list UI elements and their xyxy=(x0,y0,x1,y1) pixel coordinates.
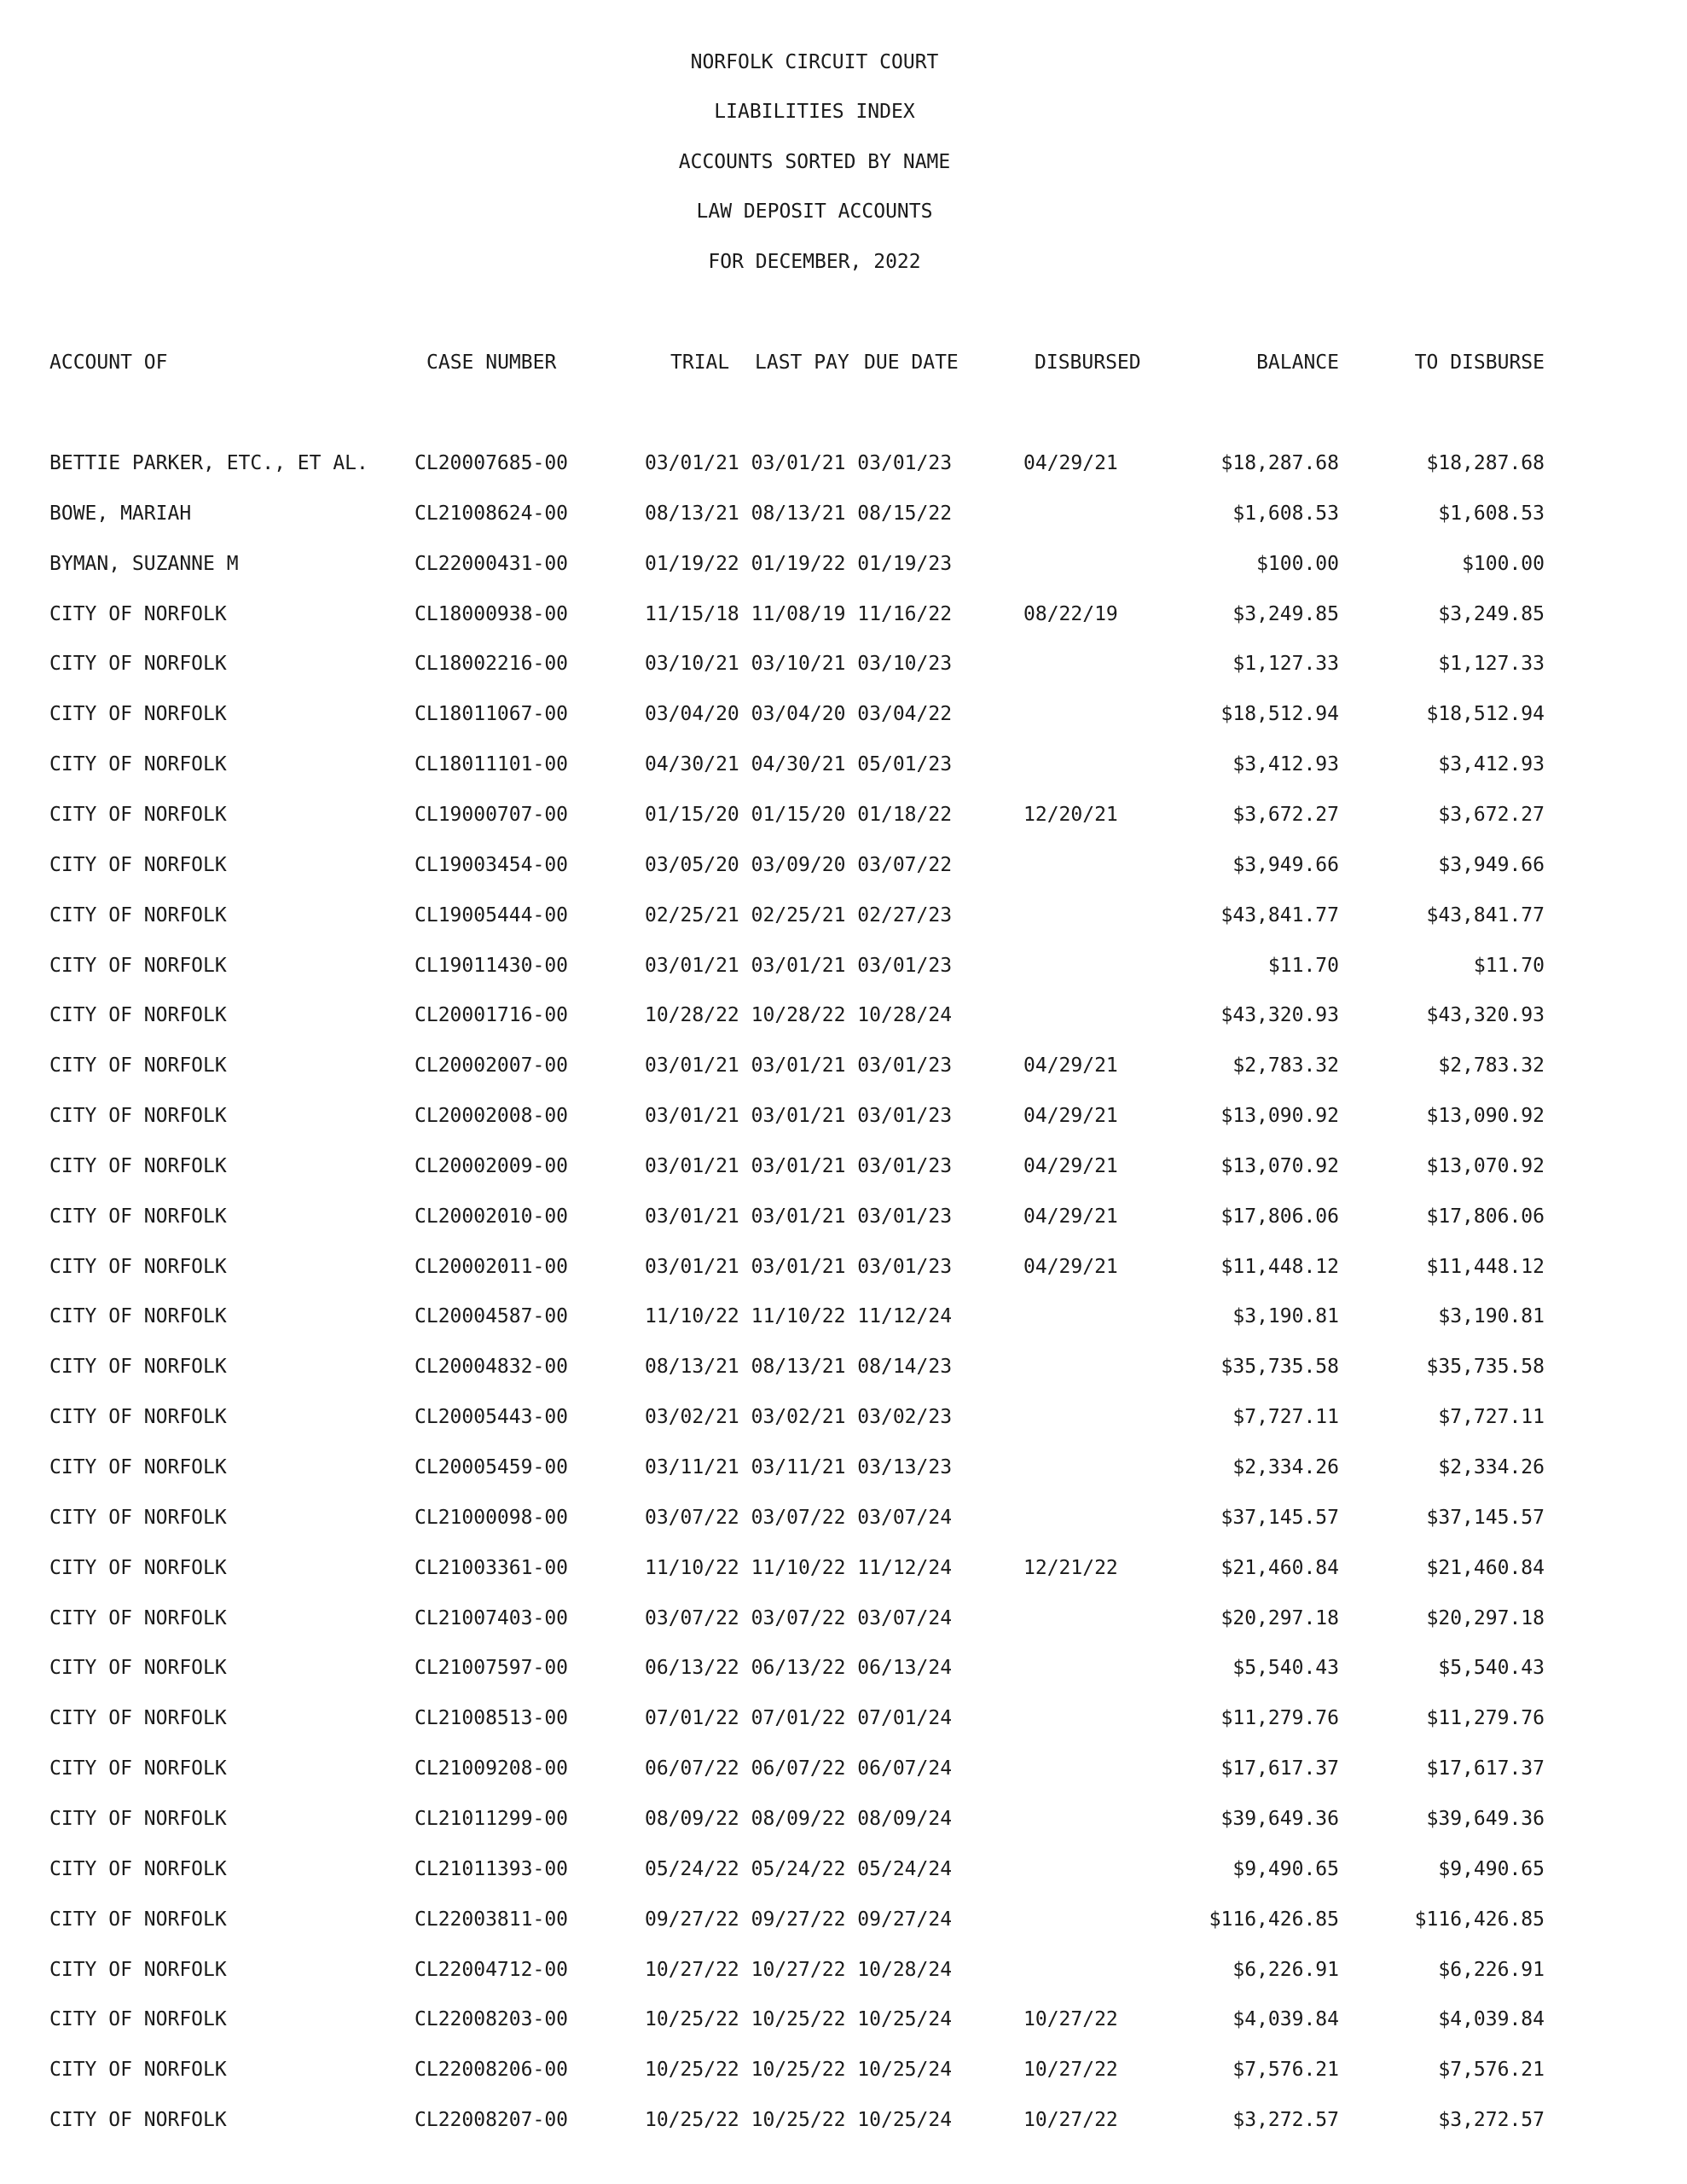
to-disburse-amount: $3,949.66 xyxy=(1438,854,1545,876)
to-disburse-amount: $1,127.33 xyxy=(1438,653,1545,675)
case-number: CL20005443-00 xyxy=(415,1406,569,1428)
due-date: 10/28/24 xyxy=(857,1004,953,1026)
to-disburse-amount: $18,512.94 xyxy=(1426,703,1545,725)
case-number: CL21011393-00 xyxy=(415,1858,569,1880)
account-name: CITY OF NORFOLK xyxy=(49,2109,227,2131)
to-disburse-amount: $100.00 xyxy=(1462,553,1545,575)
case-number: CL20002008-00 xyxy=(415,1105,569,1127)
date-group xyxy=(645,1355,952,1379)
trial-date: 01/19/22 xyxy=(645,553,739,575)
report-period: FOR DECEMBER, 2022 xyxy=(708,251,921,273)
balance-amount: $3,949.66 xyxy=(1232,854,1339,876)
case-number: CL20002010-00 xyxy=(415,1205,569,1228)
balance-amount: $11.70 xyxy=(1267,955,1339,977)
last-pay-date: 03/01/21 xyxy=(751,1054,846,1077)
trial-date: 03/11/21 xyxy=(645,1456,739,1478)
last-pay-date: 09/27/22 xyxy=(751,1908,846,1931)
due-date: 06/13/24 xyxy=(857,1657,953,1679)
due-date: 10/25/24 xyxy=(857,2059,953,2081)
header-balance: BALANCE xyxy=(1256,351,1339,374)
trial-date: 10/27/22 xyxy=(645,1959,739,1981)
case-number: CL18011101-00 xyxy=(415,753,569,775)
due-date: 01/18/22 xyxy=(857,804,953,826)
trial-date: 11/10/22 xyxy=(645,1557,739,1579)
to-disburse-amount: $35,735.58 xyxy=(1426,1356,1545,1378)
due-date: 03/01/23 xyxy=(857,1256,953,1278)
account-name: BETTIE PARKER, ETC., ET AL. xyxy=(49,452,368,474)
trial-date: 02/25/21 xyxy=(645,904,739,926)
to-disburse-amount: $4,039.84 xyxy=(1438,2008,1545,2030)
last-pay-date: 03/07/22 xyxy=(751,1607,846,1629)
trial-date: 10/28/22 xyxy=(645,1004,739,1026)
account-name: CITY OF NORFOLK xyxy=(49,1054,227,1077)
last-pay-date: 01/19/22 xyxy=(751,553,846,575)
account-name: CITY OF NORFOLK xyxy=(49,1858,227,1880)
date-group xyxy=(645,1405,952,1429)
due-date: 10/25/24 xyxy=(857,2008,953,2030)
trial-date: 03/07/22 xyxy=(645,1507,739,1529)
date-group xyxy=(645,652,952,676)
trial-date: 06/07/22 xyxy=(645,1757,739,1780)
date-group xyxy=(645,752,952,776)
account-name: CITY OF NORFOLK xyxy=(49,1105,227,1127)
due-date: 03/02/23 xyxy=(857,1406,953,1428)
due-date: 10/25/24 xyxy=(857,2109,953,2131)
last-pay-date: 10/28/22 xyxy=(751,1004,846,1026)
due-date: 09/27/24 xyxy=(857,1908,953,1931)
date-group xyxy=(645,702,952,726)
date-group xyxy=(645,1807,952,1831)
due-date: 03/07/22 xyxy=(857,854,953,876)
due-date: 03/01/23 xyxy=(857,1155,953,1177)
last-pay-date: 06/13/22 xyxy=(751,1657,846,1679)
to-disburse-amount: $3,412.93 xyxy=(1438,753,1545,775)
last-pay-date: 03/01/21 xyxy=(751,1105,846,1127)
balance-amount: $7,727.11 xyxy=(1232,1406,1339,1428)
last-pay-date: 03/01/21 xyxy=(751,1155,846,1177)
to-disburse-amount: $2,783.32 xyxy=(1438,1054,1545,1077)
account-name: CITY OF NORFOLK xyxy=(49,1406,227,1428)
last-pay-date: 02/25/21 xyxy=(751,904,846,926)
case-number: CL22003811-00 xyxy=(415,1908,569,1931)
account-name: CITY OF NORFOLK xyxy=(49,1256,227,1278)
due-date: 03/01/23 xyxy=(857,955,953,977)
date-group xyxy=(645,853,952,877)
trial-date: 03/04/20 xyxy=(645,703,739,725)
last-pay-date: 03/04/20 xyxy=(751,703,846,725)
case-number: CL18011067-00 xyxy=(415,703,569,725)
case-number: CL21007403-00 xyxy=(415,1607,569,1629)
due-date: 06/07/24 xyxy=(857,1757,953,1780)
to-disburse-amount: $3,672.27 xyxy=(1438,804,1545,826)
disbursed-date: 10/27/22 xyxy=(1023,2109,1118,2131)
to-disburse-amount: $7,727.11 xyxy=(1438,1406,1545,1428)
case-number: CL22000431-00 xyxy=(415,553,569,575)
balance-amount: $13,090.92 xyxy=(1220,1105,1339,1127)
to-disburse-amount: $11,279.76 xyxy=(1426,1707,1545,1729)
balance-amount: $100.00 xyxy=(1256,553,1339,575)
disbursed-date: 04/29/21 xyxy=(1023,1205,1118,1228)
disbursed-date: 10/27/22 xyxy=(1023,2059,1118,2081)
to-disburse-amount: $18,287.68 xyxy=(1426,452,1545,474)
due-date: 10/28/24 xyxy=(857,1959,953,1981)
last-pay-date: 10/25/22 xyxy=(751,2109,846,2131)
date-group xyxy=(645,451,952,475)
case-number: CL20007685-00 xyxy=(415,452,569,474)
account-name: CITY OF NORFOLK xyxy=(49,1707,227,1729)
account-name: CITY OF NORFOLK xyxy=(49,804,227,826)
to-disburse-amount: $11,448.12 xyxy=(1426,1256,1545,1278)
due-date: 03/04/22 xyxy=(857,703,953,725)
case-number: CL22008207-00 xyxy=(415,2109,569,2131)
balance-amount: $1,608.53 xyxy=(1232,502,1339,525)
header-trial: TRIAL xyxy=(670,351,730,374)
to-disburse-amount: $13,090.92 xyxy=(1426,1105,1545,1127)
header-to-disburse: TO DISBURSE xyxy=(1414,351,1545,374)
account-name: CITY OF NORFOLK xyxy=(49,1757,227,1780)
case-number: CL20005459-00 xyxy=(415,1456,569,1478)
date-group xyxy=(645,954,952,978)
last-pay-date: 03/07/22 xyxy=(751,1507,846,1529)
header-case-number: CASE NUMBER xyxy=(426,351,557,374)
disbursed-date: 10/27/22 xyxy=(1023,2008,1118,2030)
balance-amount: $13,070.92 xyxy=(1220,1155,1339,1177)
trial-date: 03/05/20 xyxy=(645,854,739,876)
trial-date: 03/10/21 xyxy=(645,653,739,675)
due-date: 08/15/22 xyxy=(857,502,953,525)
trial-date: 08/13/21 xyxy=(645,502,739,525)
account-name: CITY OF NORFOLK xyxy=(49,1456,227,1478)
account-name: BYMAN, SUZANNE M xyxy=(49,553,239,575)
disbursed-date: 04/29/21 xyxy=(1023,1256,1118,1278)
balance-amount: $43,320.93 xyxy=(1220,1004,1339,1026)
trial-date: 08/09/22 xyxy=(645,1808,739,1830)
last-pay-date: 08/13/21 xyxy=(751,502,846,525)
date-group xyxy=(645,803,952,827)
account-name: CITY OF NORFOLK xyxy=(49,753,227,775)
trial-date: 03/01/21 xyxy=(645,1256,739,1278)
balance-amount: $3,412.93 xyxy=(1232,753,1339,775)
trial-date: 06/13/22 xyxy=(645,1657,739,1679)
balance-amount: $17,806.06 xyxy=(1220,1205,1339,1228)
to-disburse-amount: $2,334.26 xyxy=(1438,1456,1545,1478)
case-number: CL21009208-00 xyxy=(415,1757,569,1780)
balance-amount: $116,426.85 xyxy=(1209,1908,1339,1931)
date-group xyxy=(645,1706,952,1730)
date-group xyxy=(645,1556,952,1580)
date-group xyxy=(645,1205,952,1228)
due-date: 11/12/24 xyxy=(857,1557,953,1579)
case-number: CL21003361-00 xyxy=(415,1557,569,1579)
balance-amount: $1,127.33 xyxy=(1232,653,1339,675)
trial-date: 11/10/22 xyxy=(645,1305,739,1327)
balance-amount: $3,672.27 xyxy=(1232,804,1339,826)
date-group xyxy=(645,1656,952,1680)
trial-date: 09/27/22 xyxy=(645,1908,739,1931)
case-number: CL21007597-00 xyxy=(415,1657,569,1679)
header-disbursed: DISBURSED xyxy=(1035,351,1141,374)
trial-date: 11/15/18 xyxy=(645,603,739,625)
due-date: 03/01/23 xyxy=(857,1105,953,1127)
date-group xyxy=(645,1104,952,1128)
due-date: 11/16/22 xyxy=(857,603,953,625)
to-disburse-amount: $20,297.18 xyxy=(1426,1607,1545,1629)
case-number: CL19005444-00 xyxy=(415,904,569,926)
to-disburse-amount: $17,806.06 xyxy=(1426,1205,1545,1228)
date-group xyxy=(645,1857,952,1881)
account-name: CITY OF NORFOLK xyxy=(49,1607,227,1629)
case-number: CL19003454-00 xyxy=(415,854,569,876)
last-pay-date: 05/24/22 xyxy=(751,1858,846,1880)
due-date: 08/14/23 xyxy=(857,1356,953,1378)
balance-amount: $3,190.81 xyxy=(1232,1305,1339,1327)
due-date: 03/01/23 xyxy=(857,1205,953,1228)
last-pay-date: 08/09/22 xyxy=(751,1808,846,1830)
due-date: 02/27/23 xyxy=(857,904,953,926)
balance-amount: $5,540.43 xyxy=(1232,1657,1339,1679)
due-date: 03/01/23 xyxy=(857,452,953,474)
header-last-pay: LAST PAY xyxy=(755,351,849,374)
trial-date: 03/01/21 xyxy=(645,1105,739,1127)
trial-date: 03/01/21 xyxy=(645,452,739,474)
case-number: CL19011430-00 xyxy=(415,955,569,977)
disbursed-date: 08/22/19 xyxy=(1023,603,1118,625)
balance-amount: $11,448.12 xyxy=(1220,1256,1339,1278)
date-group xyxy=(645,502,952,526)
balance-amount: $17,617.37 xyxy=(1220,1757,1339,1780)
last-pay-date: 08/13/21 xyxy=(751,1356,846,1378)
case-number: CL20002009-00 xyxy=(415,1155,569,1177)
date-group xyxy=(645,1958,952,1982)
date-group xyxy=(645,1757,952,1780)
due-date: 03/10/23 xyxy=(857,653,953,675)
account-name: CITY OF NORFOLK xyxy=(49,1356,227,1378)
last-pay-date: 03/01/21 xyxy=(751,955,846,977)
trial-date: 03/07/22 xyxy=(645,1607,739,1629)
account-name: CITY OF NORFOLK xyxy=(49,1808,227,1830)
date-group xyxy=(645,1255,952,1279)
case-number: CL20001716-00 xyxy=(415,1004,569,1026)
balance-amount: $3,249.85 xyxy=(1232,603,1339,625)
due-date: 11/12/24 xyxy=(857,1305,953,1327)
case-number: CL21008513-00 xyxy=(415,1707,569,1729)
balance-amount: $43,841.77 xyxy=(1220,904,1339,926)
sort-description: ACCOUNTS SORTED BY NAME xyxy=(678,151,951,173)
balance-amount: $2,334.26 xyxy=(1232,1456,1339,1478)
account-name: BOWE, MARIAH xyxy=(49,502,192,525)
balance-amount: $3,272.57 xyxy=(1232,2109,1339,2131)
last-pay-date: 03/10/21 xyxy=(751,653,846,675)
due-date: 03/07/24 xyxy=(857,1507,953,1529)
case-number: CL22004712-00 xyxy=(415,1959,569,1981)
case-number: CL21008624-00 xyxy=(415,502,569,525)
disbursed-date: 04/29/21 xyxy=(1023,452,1118,474)
to-disburse-amount: $17,617.37 xyxy=(1426,1757,1545,1780)
date-group xyxy=(645,1003,952,1027)
trial-date: 03/01/21 xyxy=(645,955,739,977)
balance-amount: $35,735.58 xyxy=(1220,1356,1339,1378)
balance-amount: $21,460.84 xyxy=(1220,1557,1339,1579)
due-date: 03/13/23 xyxy=(857,1456,953,1478)
trial-date: 03/02/21 xyxy=(645,1406,739,1428)
account-name: CITY OF NORFOLK xyxy=(49,1959,227,1981)
due-date: 03/07/24 xyxy=(857,1607,953,1629)
disbursed-date: 04/29/21 xyxy=(1023,1155,1118,1177)
last-pay-date: 11/08/19 xyxy=(751,603,846,625)
account-name: CITY OF NORFOLK xyxy=(49,1155,227,1177)
trial-date: 05/24/22 xyxy=(645,1858,739,1880)
last-pay-date: 10/25/22 xyxy=(751,2059,846,2081)
account-name: CITY OF NORFOLK xyxy=(49,703,227,725)
balance-amount: $4,039.84 xyxy=(1232,2008,1339,2030)
due-date: 07/01/24 xyxy=(857,1707,953,1729)
to-disburse-amount: $3,190.81 xyxy=(1438,1305,1545,1327)
account-name: CITY OF NORFOLK xyxy=(49,1004,227,1026)
case-number: CL18000938-00 xyxy=(415,603,569,625)
last-pay-date: 03/02/21 xyxy=(751,1406,846,1428)
trial-date: 10/25/22 xyxy=(645,2008,739,2030)
trial-date: 08/13/21 xyxy=(645,1356,739,1378)
header-account-of: ACCOUNT OF xyxy=(49,351,168,374)
trial-date: 04/30/21 xyxy=(645,753,739,775)
balance-amount: $39,649.36 xyxy=(1220,1808,1339,1830)
to-disburse-amount: $11.70 xyxy=(1473,955,1545,977)
case-number: CL19000707-00 xyxy=(415,804,569,826)
last-pay-date: 03/09/20 xyxy=(751,854,846,876)
disbursed-date: 12/20/21 xyxy=(1023,804,1118,826)
last-pay-date: 01/15/20 xyxy=(751,804,846,826)
trial-date: 10/25/22 xyxy=(645,2109,739,2131)
account-name: CITY OF NORFOLK xyxy=(49,1557,227,1579)
case-number: CL20004832-00 xyxy=(415,1356,569,1378)
case-number: CL21000098-00 xyxy=(415,1507,569,1529)
account-name: CITY OF NORFOLK xyxy=(49,1908,227,1931)
last-pay-date: 10/27/22 xyxy=(751,1959,846,1981)
header-due-date: DUE DATE xyxy=(864,351,959,374)
account-name: CITY OF NORFOLK xyxy=(49,854,227,876)
date-group xyxy=(645,1304,952,1328)
to-disburse-amount: $39,649.36 xyxy=(1426,1808,1545,1830)
balance-amount: $18,512.94 xyxy=(1220,703,1339,725)
account-name: CITY OF NORFOLK xyxy=(49,904,227,926)
balance-amount: $9,490.65 xyxy=(1232,1858,1339,1880)
trial-date: 03/01/21 xyxy=(645,1054,739,1077)
to-disburse-amount: $21,460.84 xyxy=(1426,1557,1545,1579)
due-date: 03/01/23 xyxy=(857,1054,953,1077)
account-name: CITY OF NORFOLK xyxy=(49,1205,227,1228)
to-disburse-amount: $3,249.85 xyxy=(1438,603,1545,625)
last-pay-date: 11/10/22 xyxy=(751,1557,846,1579)
balance-amount: $7,576.21 xyxy=(1232,2059,1339,2081)
date-group xyxy=(645,1054,952,1077)
disbursed-date: 12/21/22 xyxy=(1023,1557,1118,1579)
to-disburse-amount: $116,426.85 xyxy=(1414,1908,1545,1931)
to-disburse-amount: $3,272.57 xyxy=(1438,2109,1545,2131)
to-disburse-amount: $6,226.91 xyxy=(1438,1959,1545,1981)
last-pay-date: 07/01/22 xyxy=(751,1707,846,1729)
date-group xyxy=(645,2058,952,2082)
account-name: CITY OF NORFOLK xyxy=(49,1657,227,1679)
due-date: 05/24/24 xyxy=(857,1858,953,1880)
date-group xyxy=(645,1506,952,1530)
trial-date: 03/01/21 xyxy=(645,1155,739,1177)
date-group xyxy=(645,1606,952,1630)
last-pay-date: 10/25/22 xyxy=(751,2008,846,2030)
trial-date: 01/15/20 xyxy=(645,804,739,826)
balance-amount: $37,145.57 xyxy=(1220,1507,1339,1529)
account-name: CITY OF NORFOLK xyxy=(49,603,227,625)
to-disburse-amount: $1,608.53 xyxy=(1438,502,1545,525)
last-pay-date: 06/07/22 xyxy=(751,1757,846,1780)
to-disburse-amount: $43,320.93 xyxy=(1426,1004,1545,1026)
case-number: CL22008203-00 xyxy=(415,2008,569,2030)
last-pay-date: 03/01/21 xyxy=(751,1205,846,1228)
account-name: CITY OF NORFOLK xyxy=(49,653,227,675)
due-date: 08/09/24 xyxy=(857,1808,953,1830)
date-group xyxy=(645,1154,952,1178)
date-group xyxy=(645,602,952,626)
case-number: CL20002011-00 xyxy=(415,1256,569,1278)
to-disburse-amount: $5,540.43 xyxy=(1438,1657,1545,1679)
balance-amount: $6,226.91 xyxy=(1232,1959,1339,1981)
trial-date: 07/01/22 xyxy=(645,1707,739,1729)
date-group xyxy=(645,552,952,576)
balance-amount: $11,279.76 xyxy=(1220,1707,1339,1729)
account-name: CITY OF NORFOLK xyxy=(49,1507,227,1529)
balance-amount: $18,287.68 xyxy=(1220,452,1339,474)
to-disburse-amount: $7,576.21 xyxy=(1438,2059,1545,2081)
due-date: 05/01/23 xyxy=(857,753,953,775)
disbursed-date: 04/29/21 xyxy=(1023,1105,1118,1127)
last-pay-date: 03/11/21 xyxy=(751,1456,846,1478)
disbursed-date: 04/29/21 xyxy=(1023,1054,1118,1077)
date-group xyxy=(645,903,952,927)
balance-amount: $20,297.18 xyxy=(1220,1607,1339,1629)
to-disburse-amount: $37,145.57 xyxy=(1426,1507,1545,1529)
case-number: CL20002007-00 xyxy=(415,1054,569,1077)
last-pay-date: 11/10/22 xyxy=(751,1305,846,1327)
court-name: NORFOLK CIRCUIT COURT xyxy=(690,51,939,73)
account-type: LAW DEPOSIT ACCOUNTS xyxy=(696,200,933,223)
last-pay-date: 04/30/21 xyxy=(751,753,846,775)
date-group xyxy=(645,1908,952,1931)
due-date: 01/19/23 xyxy=(857,553,953,575)
case-number: CL21011299-00 xyxy=(415,1808,569,1830)
date-group xyxy=(645,2108,952,2132)
case-number: CL18002216-00 xyxy=(415,653,569,675)
balance-amount: $2,783.32 xyxy=(1232,1054,1339,1077)
to-disburse-amount: $13,070.92 xyxy=(1426,1155,1545,1177)
account-name: CITY OF NORFOLK xyxy=(49,1305,227,1327)
last-pay-date: 03/01/21 xyxy=(751,1256,846,1278)
last-pay-date: 03/01/21 xyxy=(751,452,846,474)
account-name: CITY OF NORFOLK xyxy=(49,2008,227,2030)
trial-date: 10/25/22 xyxy=(645,2059,739,2081)
date-group xyxy=(645,2007,952,2031)
to-disburse-amount: $43,841.77 xyxy=(1426,904,1545,926)
to-disburse-amount: $9,490.65 xyxy=(1438,1858,1545,1880)
case-number: CL22008206-00 xyxy=(415,2059,569,2081)
index-title: LIABILITIES INDEX xyxy=(714,101,915,123)
case-number: CL20004587-00 xyxy=(415,1305,569,1327)
account-name: CITY OF NORFOLK xyxy=(49,2059,227,2081)
account-name: CITY OF NORFOLK xyxy=(49,955,227,977)
date-group xyxy=(645,1455,952,1479)
trial-date: 03/01/21 xyxy=(645,1205,739,1228)
